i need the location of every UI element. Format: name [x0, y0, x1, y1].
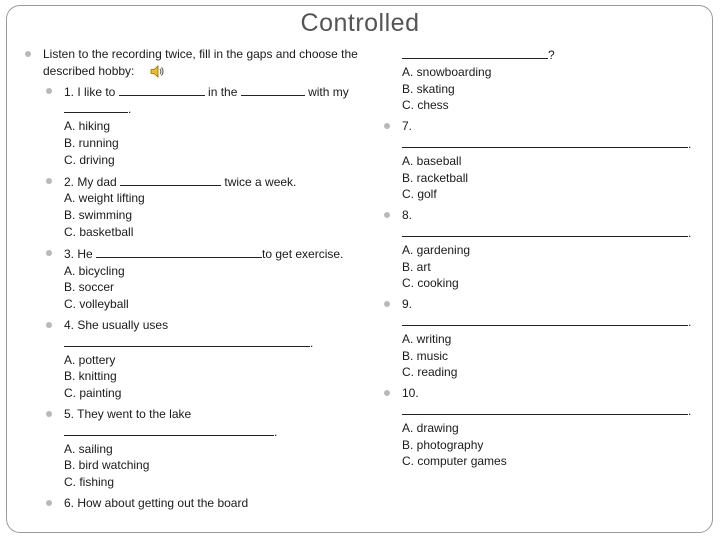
q3-blank-1[interactable] [96, 245, 262, 258]
q9-option-b[interactable]: B. music [402, 348, 449, 363]
q8-option-c[interactable]: C. cooking [402, 276, 459, 291]
q8-blank-1[interactable] [402, 224, 688, 237]
q4-text-1: 4. She usually uses [64, 317, 169, 332]
q10-option-b[interactable]: B. photography [402, 437, 484, 452]
q10-end: . [688, 403, 692, 418]
question-3 [45, 245, 374, 263]
q5-end: . [274, 424, 278, 439]
q10-text-1: 10. [402, 386, 419, 401]
q7-option-b[interactable]: B. racketball [402, 170, 469, 185]
q2-text-2: twice a week. [221, 174, 297, 189]
q7-end: . [688, 136, 692, 151]
q5-blank-1[interactable] [64, 423, 274, 436]
q9-end: . [688, 314, 692, 329]
q4-end: . [310, 335, 314, 350]
q5-text-1: 5. They went to the lake [64, 406, 192, 421]
q9-text-1: 9. [402, 297, 413, 312]
q7-option-c[interactable]: C. golf [402, 187, 437, 202]
question-1 [45, 83, 374, 119]
q1-text-1: 1. I like to [64, 84, 119, 99]
q2-option-a[interactable]: A. weight lifting [64, 191, 145, 206]
question-6 [45, 495, 374, 512]
q3-text-2: to get exercise. [262, 246, 344, 261]
q1-option-a[interactable]: A. hiking [64, 119, 111, 134]
q6-end: ? [548, 48, 555, 62]
q6-option-c[interactable]: C. chess [402, 98, 449, 113]
question-8 [383, 207, 703, 242]
q6-option-a[interactable]: A. snowboarding [402, 64, 492, 79]
q4-option-c[interactable]: C. painting [64, 386, 122, 401]
question-5 [45, 406, 374, 441]
q5-option-c[interactable]: C. fishing [64, 475, 115, 490]
q10-option-c[interactable]: C. computer games [402, 454, 507, 469]
q9-option-c[interactable]: C. reading [402, 365, 458, 380]
q9-option-a[interactable]: A. writing [402, 331, 452, 346]
q2-blank-1[interactable] [120, 173, 221, 186]
q7-text-1: 7. [402, 119, 413, 134]
q7-blank-1[interactable] [402, 135, 688, 148]
question-6-continued [383, 46, 703, 64]
q3-option-a[interactable]: A. bicycling [64, 263, 125, 278]
q5-option-b[interactable]: B. bird watching [64, 458, 150, 473]
question-7 [383, 118, 703, 153]
q1-option-c[interactable]: C. driving [64, 152, 115, 167]
speaker-icon[interactable] [150, 65, 164, 83]
q2-text-1: 2. My dad [64, 174, 121, 189]
q2-option-c[interactable]: C. basketball [64, 224, 134, 239]
q4-option-b[interactable]: B. knitting [64, 369, 117, 384]
q1-blank-1[interactable] [119, 83, 205, 96]
q8-option-a[interactable]: A. gardening [402, 242, 471, 257]
q6-blank-1[interactable] [402, 46, 548, 59]
q1-text-2: in the [204, 84, 241, 99]
q3-text-1: 3. He [64, 246, 97, 261]
q6-option-b[interactable]: B. skating [402, 81, 455, 96]
instructions-text: Listen to the recording twice, fill in the gaps and choose the described hobby: [43, 47, 358, 78]
right-column [383, 46, 703, 470]
q3-option-b[interactable]: B. soccer [64, 280, 115, 295]
question-9 [383, 296, 703, 331]
q3-option-c[interactable]: C. volleyball [64, 297, 129, 312]
question-10 [383, 385, 703, 420]
q8-option-b[interactable]: B. art [402, 259, 431, 274]
question-4 [45, 317, 374, 352]
slide-title: Controlled [300, 9, 420, 37]
instructions [24, 46, 374, 83]
q9-blank-1[interactable] [402, 313, 688, 326]
q4-option-a[interactable]: A. pottery [64, 352, 116, 367]
q8-end: . [688, 225, 692, 240]
q10-option-a[interactable]: A. drawing [402, 420, 459, 435]
q6-text-1: 6. How about getting out the board [64, 495, 249, 510]
q7-option-a[interactable]: A. baseball [402, 153, 462, 168]
q10-blank-1[interactable] [402, 402, 688, 415]
left-column [24, 46, 374, 512]
q1-blank-3[interactable] [64, 100, 128, 113]
q5-option-a[interactable]: A. sailing [64, 441, 113, 456]
q2-option-b[interactable]: B. swimming [64, 208, 133, 223]
q1-end: . [128, 102, 132, 117]
q1-option-b[interactable]: B. running [64, 135, 119, 150]
question-2 [45, 173, 374, 191]
q1-text-3: with my [304, 84, 349, 99]
q8-text-1: 8. [402, 208, 413, 223]
q1-blank-2[interactable] [241, 83, 305, 96]
q4-blank-1[interactable] [64, 334, 310, 347]
